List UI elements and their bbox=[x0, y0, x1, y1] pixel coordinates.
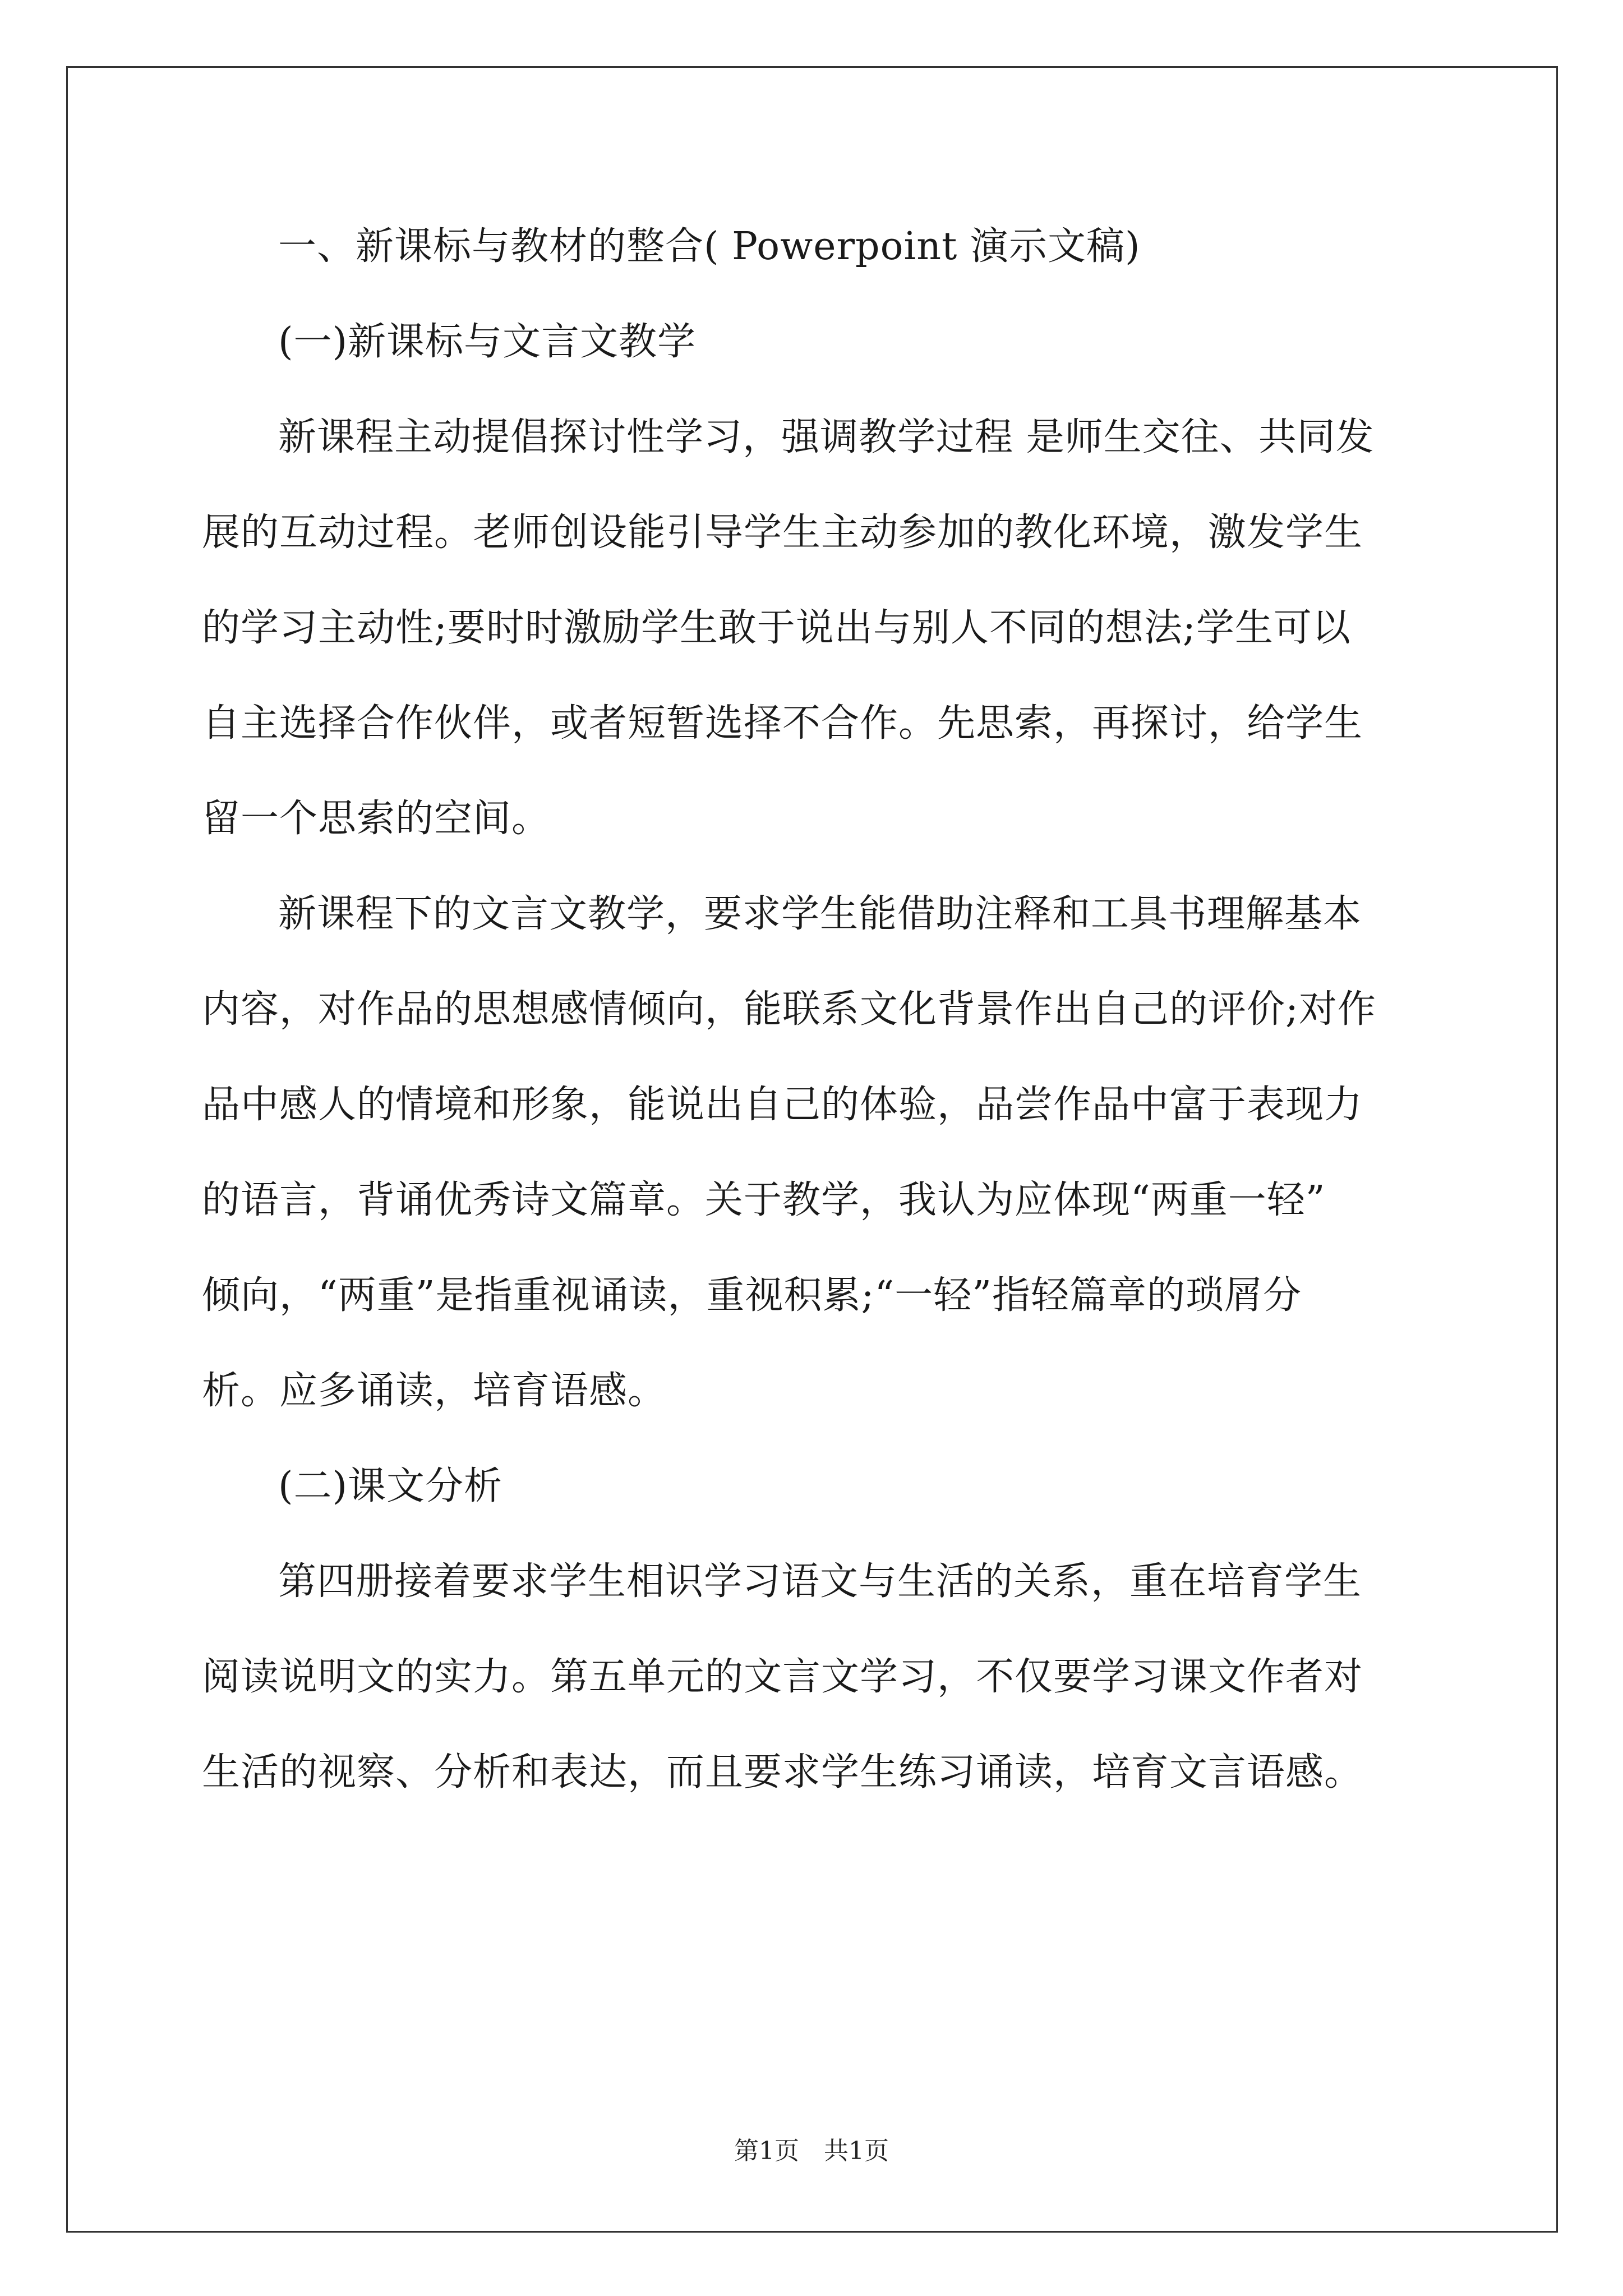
paragraph-3-line-1: 第四册接着要求学生相识学习语文与生活的关系，重在培育学生 bbox=[278, 1559, 1362, 1604]
paragraph-2-line-4: 的语言，背诵优秀诗文篇章。关于教学，我认为应体现“两重一轻” bbox=[202, 1178, 1326, 1222]
paragraph-3-line-3: 生活的视察、分析和表达，而且要求学生练习诵读，培育文言语感。 bbox=[202, 1750, 1363, 1795]
document-body bbox=[202, 199, 1436, 1820]
paragraph-1-line-4: 自主选择合作伙伴，或者短暂选择不合作。先思索，再探讨，给学生 bbox=[202, 701, 1363, 746]
section-heading-1: 一、新课标与教材的整合( Powerpoint 演示文稿) bbox=[278, 224, 1141, 269]
page-number-current: 第1页 bbox=[734, 2137, 799, 2165]
subsection-heading-1: (一)新课标与文言文教学 bbox=[278, 320, 697, 364]
paragraph-1-line-3: 的学习主动性;要时时激励学生敢于说出与别人不同的想法;学生可以 bbox=[202, 606, 1351, 650]
subsection-heading-2: (二)课文分析 bbox=[278, 1464, 503, 1508]
page-number-total: 共1页 bbox=[824, 2137, 889, 2165]
paragraph-1-line-1: 新课程主动提倡探讨性学习，强调教学过程 是师生交往、共同发 bbox=[278, 415, 1375, 459]
paragraph-2-line-3: 品中感人的情境和形象，能说出自己的体验，品尝作品中富于表现力 bbox=[202, 1083, 1363, 1127]
paragraph-2-line-5: 倾向，“两重”是指重视诵读，重视积累;“一轻”指轻篇章的琐屑分 bbox=[202, 1273, 1302, 1318]
paragraph-2-line-2: 内容，对作品的思想感情倾向，能联系文化背景作出自己的评价;对作 bbox=[202, 987, 1376, 1032]
paragraph-1-line-2: 展的互动过程。老师创设能引导学生主动参加的教化环境，激发学生 bbox=[202, 510, 1363, 555]
paragraph-2-line-6: 析。应多诵读，培育语感。 bbox=[202, 1369, 667, 1413]
page-footer bbox=[0, 2131, 1623, 2166]
paragraph-3-line-2: 阅读说明文的实力。第五单元的文言文学习，不仅要学习课文作者对 bbox=[202, 1655, 1363, 1699]
paragraph-1-line-5: 留一个思索的空间。 bbox=[202, 797, 551, 841]
paragraph-2-line-1: 新课程下的文言文教学，要求学生能借助注释和工具书理解基本 bbox=[278, 892, 1362, 936]
